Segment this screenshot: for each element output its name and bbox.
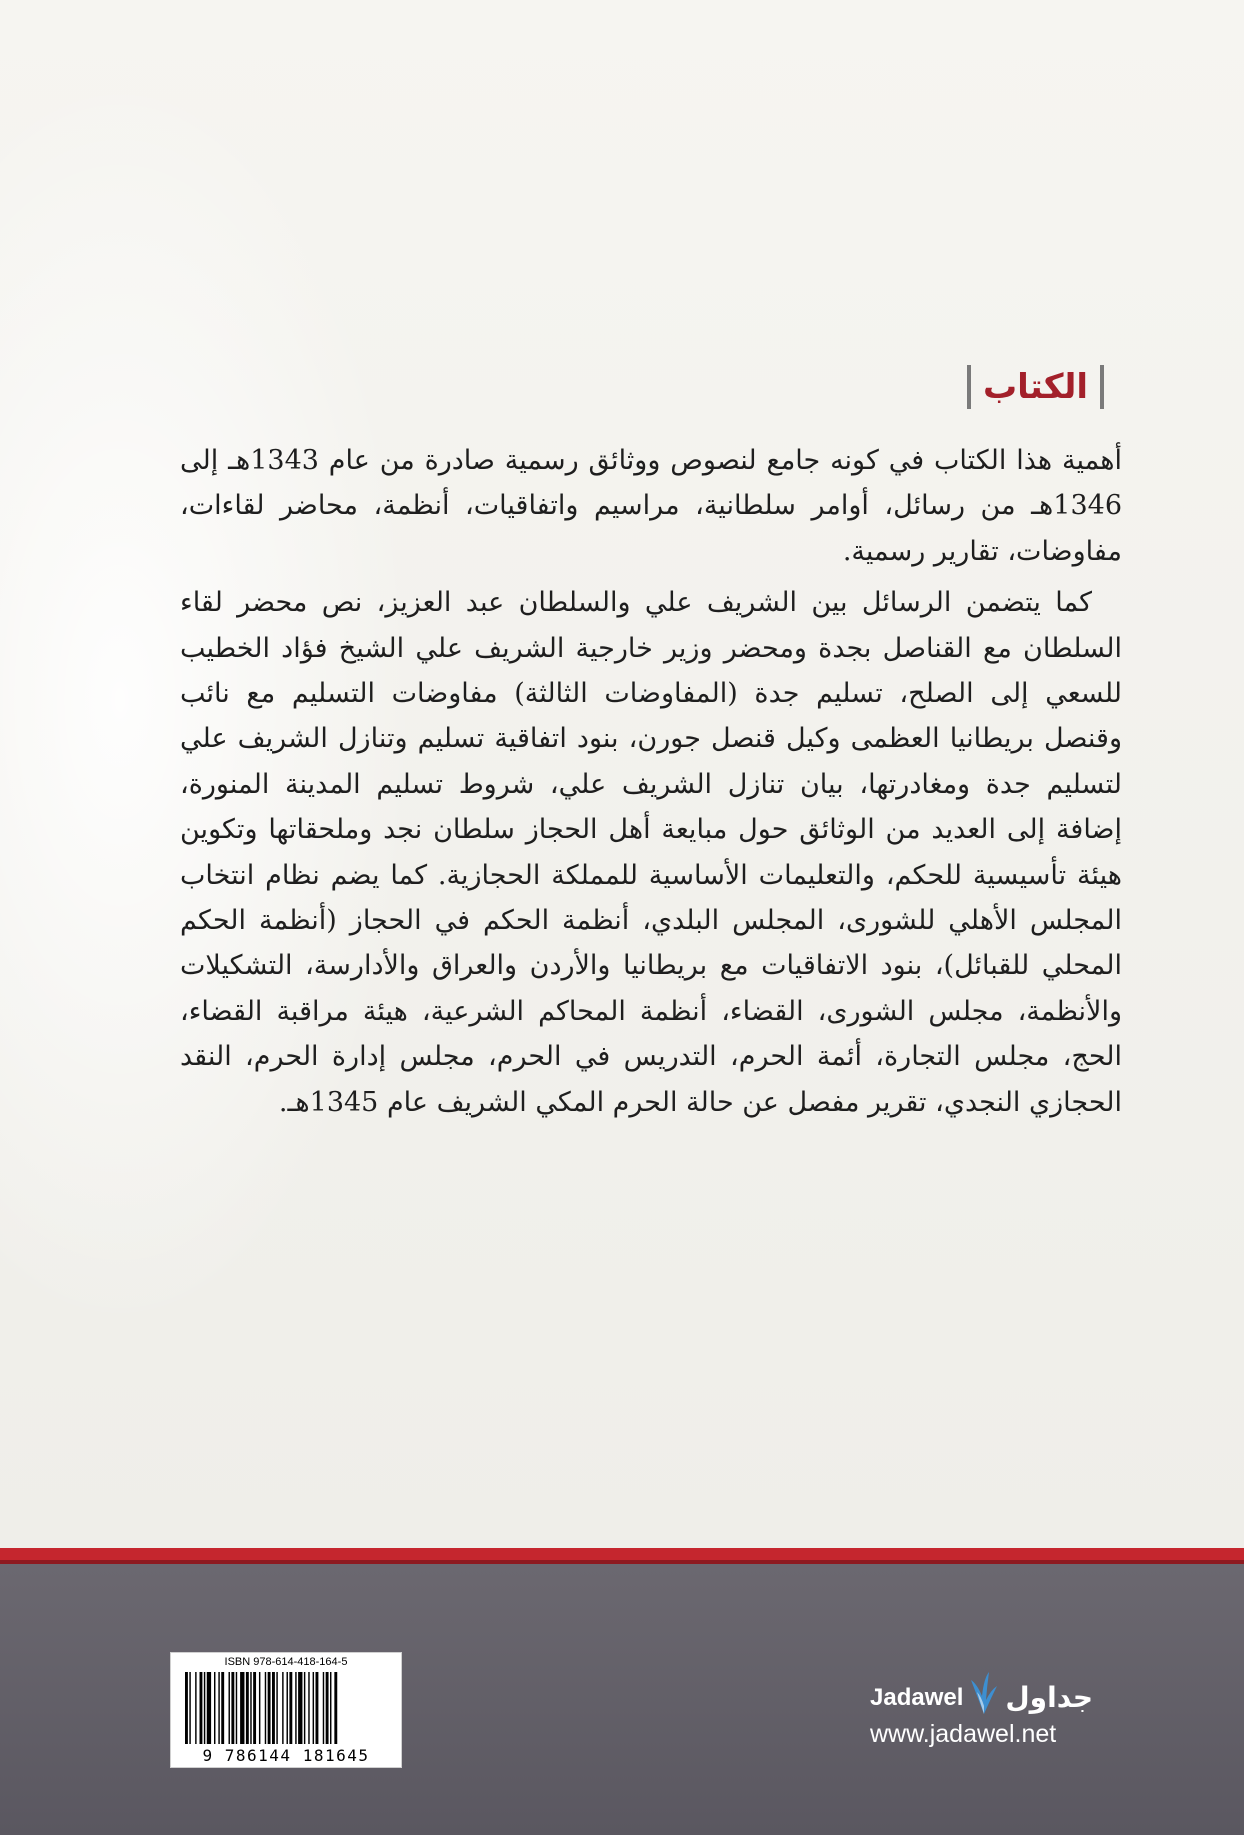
barcode-bar [250,1672,251,1744]
section-label: الكتاب [982,367,1088,407]
barcode-bar [298,1672,302,1744]
isbn-label: ISBN 978-614-418-164-5 [224,1656,348,1668]
publisher-block [870,1668,1120,1778]
heading-bar-left [967,365,971,409]
barcode-bar [240,1672,244,1744]
barcode-bar [207,1672,211,1744]
barcode-bar [287,1672,288,1744]
barcode-bar [265,1672,266,1744]
barcode-bar [326,1672,329,1744]
barcode-bar [295,1672,296,1744]
barcode-bar [334,1672,337,1744]
barcode-bar [185,1672,188,1744]
description-paragraph-2: كما يتضمن الرسائل بين الشريف علي والسلطان عبد العزيز، نص محضر لقاء السلطان مع القناصل بجدة ومحضر وزير خارجية الشريف علي الشيخ فؤاد الخطيب للسعي إلى الصلح، تسليم جدة (المفاوضات الثالثة) مفاوضات التسليم مع نائب وقنصل بريطانيا العظمى وكيل قنصل جورن، بنود اتفاقية تسليم وتنازل الشريف علي لتسليم جدة ومغادرتها، بيان تنازل الشريف علي، شروط تسليم المدينة المنورة، إضافة إلى العديد من الوثائق حول مبايعة أهل الحجاز سلطان نجد وملحقاتها وتكوين هيئة تأسيسية للحكم، والتعليمات الأساسية للمملكة الحجازية. كما يضم نظام انتخاب المجلس الأهلي للشورى، المجلس البلدي، أنظمة الحكم في الحجاز (أنظمة الحكم المحلي للقبائل)، بنود الاتفاقيات مع بريطانيا والأردن والعراق والأدارسة، التشكيلات والأنظمة، مجلس الشورى، القضاء، أنظمة المحاكم الشرعية، هيئة مراقبة القضاء، الحج، مجلس التجارة، أئمة الحرم، التدريس في الحرم، مجلس إدارة الحرم، النقد الحجازي النجدي، تقرير مفصل عن حالة الحرم المكي الشريف عام 1345هـ. [180,587,1122,1118]
isbn-digits: 9 786144 181645 [202,1746,370,1765]
book-description [180,438,1122,1125]
publisher-brand [870,1668,1093,1716]
barcode-bar [316,1672,319,1744]
barcode-bar [236,1672,237,1744]
barcode-bar [189,1672,190,1744]
heading-bar-right [1100,365,1104,409]
barcode-bar [282,1672,283,1744]
barcode-bar [272,1672,275,1744]
barcode-bar [253,1672,256,1744]
isbn-barcode [170,1652,402,1768]
barcode-bars [185,1672,391,1744]
barcode-bar [204,1672,205,1744]
description-paragraph-1: أهمية هذا الكتاب في كونه جامع لنصوص ووثائق رسمية صادرة من عام 1343هـ إلى 1346هـ من رسائل، أوامر سلطانية، مراسيم واتفاقيات، أنظمة، محاضر لقاءات، مفاوضات، تقارير رسمية. [180,445,1122,567]
publisher-name-ar: جداول [1005,1681,1094,1714]
barcode-bar [313,1672,314,1744]
barcode-bar [268,1672,271,1744]
barcode-bar [200,1672,203,1744]
barcode-bar [218,1672,219,1744]
red-divider [0,1548,1244,1564]
barcode-bar [214,1672,215,1744]
publisher-website: www.jadawel.net [870,1720,1057,1748]
barcode-bar [323,1672,324,1744]
barcode-bar [229,1672,230,1744]
barcode-bar [246,1672,249,1744]
barcode-bar [330,1672,331,1744]
barcode-bar [195,1672,196,1744]
barcode-bar [231,1672,234,1744]
barcode-bar [289,1672,292,1744]
barcode-bar [304,1672,305,1744]
barcode-bar [259,1672,260,1744]
barcode-bar [276,1672,277,1744]
barcode-bar [221,1672,224,1744]
publisher-name-en: Jadawel [870,1684,964,1711]
section-heading [967,362,1104,412]
barcode-bar [308,1672,309,1744]
jadawel-bird-logo-icon [967,1670,1001,1716]
